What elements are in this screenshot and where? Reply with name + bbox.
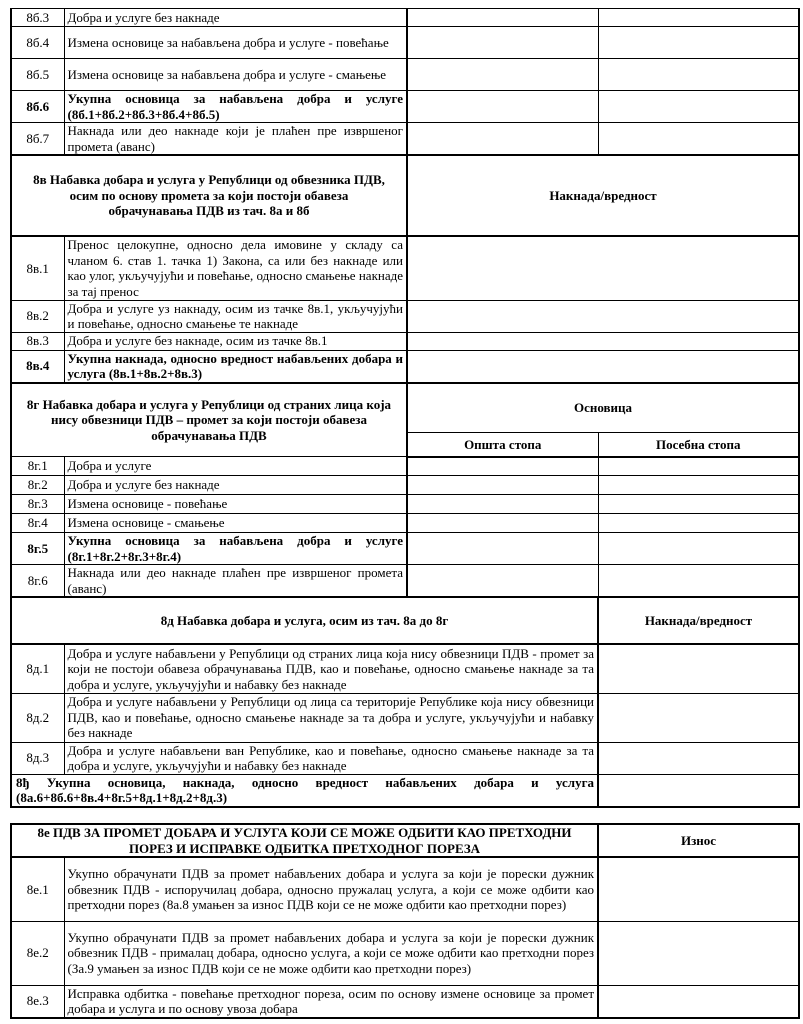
amount-cell[interactable] (407, 59, 598, 91)
row-code: 8г.4 (11, 514, 64, 533)
amount-cell[interactable] (407, 495, 598, 514)
row-code: 8д.2 (11, 693, 64, 742)
row-description: Накнада или део накнаде који је плаћен пре извршеног промета (аванс) (64, 123, 407, 156)
amount-cell[interactable] (598, 123, 799, 156)
table-row-8d2 (11, 693, 799, 742)
row-description: Добра и услуге набављени ван Републике, као и повећање, односно смањење накнаде за та добра и услуге, укључујући и набавку без накнаде (64, 742, 598, 774)
row-description: Измена основице за набављена добра и услуге - смањење (64, 59, 407, 91)
row-description: Измена основице за набављена добра и услуге - повећање (64, 27, 407, 59)
tax-form-table-8e (10, 823, 800, 1019)
row-code: 8г.5 (11, 533, 64, 565)
row-code: 8в.3 (11, 332, 64, 350)
amount-cell[interactable] (407, 236, 799, 300)
amount-cell[interactable] (407, 123, 598, 156)
section-header-8v (11, 155, 799, 236)
section-title: 8е ПДВ ЗА ПРОМЕТ ДОБАРА И УСЛУГА КОЈИ СЕ МОЖЕ ОДБИТИ КАО ПРЕТХОДНИ ПОРЕЗ И ИСПРАВКЕ ОДБИТКА ПРЕТХОДНОГ ПОРЕЗА (11, 824, 598, 857)
amount-cell[interactable] (598, 514, 799, 533)
amount-cell[interactable] (598, 495, 799, 514)
row-code: 8в.2 (11, 300, 64, 332)
row-description: Добра и услуге без накнаде, осим из тачке 8в.1 (64, 332, 407, 350)
row-description: Укупно обрачунати ПДВ за промет набављених добара и услуга за који је порески дужник обвезник ПДВ - прималац добара, односно услуга, а који се може одбити као претходни порез (За.9 умањен за износ ПДВ који се не може одбити као претходни порез) (64, 921, 598, 985)
tax-form-table-8b-8dj (10, 8, 800, 808)
amount-cell[interactable] (598, 985, 799, 1018)
row-description: Пренос целокупне, односно дела имовине у складу са чланом 6. став 1. тачка 1) Закона, са или без накнаде или као улог, укључујући и повећање, односно смањење накнаде за тај пренос (64, 236, 407, 300)
table-row-8b4 (11, 27, 799, 59)
row-description: Добра и услуге уз накнаду, осим из тачке 8в.1, укључујући и повећање, односно смањење те накнаде (64, 300, 407, 332)
table-row-8d3 (11, 742, 799, 774)
column-header-general-rate: Општа стопа (407, 433, 598, 457)
amount-cell[interactable] (407, 91, 598, 123)
row-description: Укупно обрачунати ПДВ за промет набављених добара и услуга за који је порески дужник обвезник ПДВ - испоручилац добара, односно пружалац услуга, а који се може одбити као претходни порез (8а.8 умањен за износ ПДВ који се не може одбити као претходни порез) (64, 857, 598, 921)
section-header-8d (11, 597, 799, 644)
amount-cell[interactable] (407, 457, 598, 476)
table-row-8g4 (11, 514, 799, 533)
row-code: 8в.4 (11, 350, 64, 383)
row-description: Укупна накнада, односно вредност набављених добара и услуга (8в.1+8в.2+8в.3) (64, 350, 407, 383)
amount-cell[interactable] (598, 9, 799, 27)
column-header-special-rate: Посебна стопа (598, 433, 799, 457)
amount-cell[interactable] (598, 921, 799, 985)
amount-cell[interactable] (598, 857, 799, 921)
row-code: 8г.1 (11, 457, 64, 476)
table-row-8v3 (11, 332, 799, 350)
section-header-8g (11, 383, 799, 433)
table-row-8g6 (11, 565, 799, 598)
row-code: 8е.2 (11, 921, 64, 985)
amount-cell[interactable] (598, 476, 799, 495)
table-row-8v4 (11, 350, 799, 383)
table-row-8v1 (11, 236, 799, 300)
row-description: Накнада или део накнаде плаћен пре извршеног промета (аванс) (64, 565, 407, 598)
row-code: 8е.1 (11, 857, 64, 921)
column-header: Накнада/вредност (598, 597, 799, 644)
row-code: 8е.3 (11, 985, 64, 1018)
row-description: Добра и услуге (64, 457, 407, 476)
amount-cell[interactable] (598, 565, 799, 598)
row-description: Добра и услуге набављени у Републици од лица са територије Републике која нису обвезници ПДВ, као и повећање, односно смањење накнаде за та добра и услуге, укључујући и набавку без накнаде (64, 693, 598, 742)
table-row-8e2 (11, 921, 799, 985)
section-header-8e (11, 824, 799, 857)
row-code: 8б.5 (11, 59, 64, 91)
total-description: 8ђ Укупна основица, накнада, односно вредност набављених добара и услуга (8а.6+8б.6+8в.4+8г.5+8д.1+8д.2+8д.3) (11, 774, 598, 807)
row-description: Измена основице - повећање (64, 495, 407, 514)
column-header: Износ (598, 824, 799, 857)
amount-cell[interactable] (407, 533, 598, 565)
row-description: Измена основице - смањење (64, 514, 407, 533)
table-row-8b5 (11, 59, 799, 91)
row-description: Укупна основица за набављена добра и услуге (8г.1+8г.2+8г.3+8г.4) (64, 533, 407, 565)
amount-cell[interactable] (598, 91, 799, 123)
table-row-8b7 (11, 123, 799, 156)
amount-cell[interactable] (598, 644, 799, 693)
table-row-8dj-total (11, 774, 799, 807)
table-row-8g2 (11, 476, 799, 495)
table-row-8g1 (11, 457, 799, 476)
row-description: Укупна основица за набављена добра и услуге (8б.1+8б.2+8б.3+8б.4+8б.5) (64, 91, 407, 123)
table-row-8d1 (11, 644, 799, 693)
table-row-8e3 (11, 985, 799, 1018)
table-row-8g3 (11, 495, 799, 514)
amount-cell[interactable] (407, 565, 598, 598)
amount-cell[interactable] (598, 742, 799, 774)
table-row-8b6 (11, 91, 799, 123)
row-code: 8б.4 (11, 27, 64, 59)
table-row-8e1 (11, 857, 799, 921)
row-description: Добра и услуге без накнаде (64, 9, 407, 27)
column-group-header: Основица (407, 383, 799, 433)
amount-cell[interactable] (598, 533, 799, 565)
row-code: 8д.1 (11, 644, 64, 693)
row-code: 8г.2 (11, 476, 64, 495)
amount-cell[interactable] (407, 350, 799, 383)
amount-cell[interactable] (407, 332, 799, 350)
row-code: 8д.3 (11, 742, 64, 774)
row-code: 8б.6 (11, 91, 64, 123)
amount-cell[interactable] (598, 693, 799, 742)
amount-cell[interactable] (598, 774, 799, 807)
table-row-8g5 (11, 533, 799, 565)
table-row-8v2 (11, 300, 799, 332)
row-code: 8г.6 (11, 565, 64, 598)
amount-cell[interactable] (598, 59, 799, 91)
row-description: Исправка одбитка - повећање претходног пореза, осим по основу измене основице за промет добара и услуга и по основу увоза добара (64, 985, 598, 1018)
section-title: 8г Набавка добара и услуга у Републици од страних лица која нису обвезници ПДВ – промет за који постоји обавеза обрачунавања ПДВ (11, 383, 407, 457)
row-code: 8в.1 (11, 236, 64, 300)
column-header: Накнада/вредност (407, 155, 799, 236)
row-description: Добра и услуге без накнаде (64, 476, 407, 495)
row-code: 8б.3 (11, 9, 64, 27)
amount-cell[interactable] (407, 476, 598, 495)
section-title: 8в Набавка добара и услуга у Републици од обвезника ПДВ, осим по основу промета за који постоји обавеза обрачунавања ПДВ из тач. 8а и 8б (11, 155, 407, 236)
amount-cell[interactable] (407, 300, 799, 332)
amount-cell[interactable] (598, 457, 799, 476)
row-description: Добра и услуге набављени у Републици од страних лица која нису обвезници ПДВ - промет за који не постоји обавеза обрачунавања ПДВ, као и повећање, односно смањење накнаде за та добра и услуге, укључујући и набавку без накнаде (64, 644, 598, 693)
amount-cell[interactable] (407, 27, 598, 59)
row-code: 8г.3 (11, 495, 64, 514)
amount-cell[interactable] (598, 27, 799, 59)
section-title: 8д Набавка добара и услуга, осим из тач. 8а до 8г (11, 597, 598, 644)
table-row-8b3 (11, 9, 799, 27)
amount-cell[interactable] (407, 9, 598, 27)
amount-cell[interactable] (407, 514, 598, 533)
row-code: 8б.7 (11, 123, 64, 156)
